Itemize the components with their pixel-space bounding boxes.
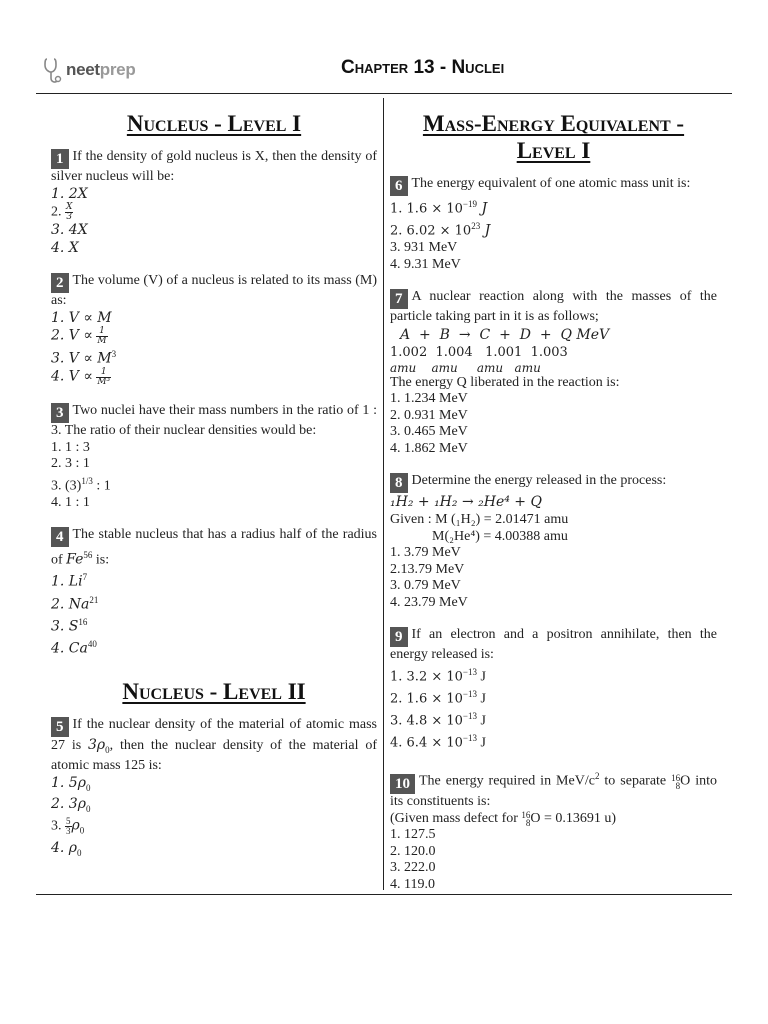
- question-text: The energy equivalent of one atomic mass unit is:: [411, 176, 691, 191]
- question-2: [51, 273, 377, 387]
- question-text: Determine the energy released in the process:: [411, 473, 667, 489]
- left-column: [51, 106, 377, 877]
- section-title-mass-energy: Mass-Energy Equivalent - Level I: [422, 111, 685, 163]
- option-1: 1. Li$^7$: [51, 572, 88, 591]
- option-2: 2. $3\rho_0$: [51, 796, 91, 814]
- option-4: 4. 23.79 MeV: [390, 594, 468, 610]
- option-3: 3. 4X: [51, 222, 88, 238]
- option-1: 1. $5\rho_0$: [51, 774, 91, 793]
- option-3: 3. 931 MeV: [390, 240, 458, 256]
- right-column: [390, 106, 717, 909]
- question-number: 6: [390, 176, 408, 196]
- option-4: 4. 1 : 1: [51, 494, 90, 510]
- question-6: [390, 176, 717, 273]
- option-2: 2. $1.6 \times 10^{-13}$ J: [390, 688, 486, 707]
- option-4: 4. $6.4 \times 10^{-13}$ J: [390, 733, 486, 751]
- option-4: 4. Ca$^{40}$: [51, 638, 97, 657]
- option-1: 1. V ∝ M: [51, 309, 112, 326]
- option-2: 2. $6.02 \times 10^{23}$ J: [390, 221, 491, 239]
- question-3: [51, 403, 377, 511]
- question-number: 3: [51, 403, 69, 423]
- question-number: 1: [51, 149, 69, 169]
- given-mass-defect: (Given mass defect for 16 8 O = 0.13691 u): [390, 809, 617, 828]
- option-2: 2. 0.931 MeV: [390, 407, 468, 423]
- question-number: 2: [51, 273, 69, 293]
- option-1: 1. $1.6 \times 10^{-19}$ J: [390, 199, 488, 217]
- question-5: 5 If the nuclear density of the material of atomic mass 27 is $3\rho_0$, then the nuclear density of the material of atomic mass 125 is: 1. $5\rho_0$ 2. $3\rho_0$ 3. $\frac{5}{3}$ $\rho_0$ 4. $\rho_0$: [51, 717, 377, 861]
- section-title-level-2: Nucleus - Level II: [122, 679, 306, 705]
- option-3: 3. 222.0: [390, 860, 436, 876]
- reaction-units: amu amu amu amu: [390, 360, 541, 375]
- question-number: 5: [51, 717, 69, 737]
- option-1: 1. 3.79 MeV: [390, 545, 461, 561]
- question-number: 10: [390, 774, 415, 794]
- chapter-title: Chapter 13 - Nuclei: [341, 57, 505, 78]
- option-1: 1. 2X: [51, 185, 88, 202]
- option-3: 3. $4.8 \times 10^{-13}$ J: [390, 711, 486, 729]
- logo-neet: neet: [66, 60, 100, 79]
- option-4: 4. X: [51, 239, 79, 256]
- option-3: 3. 0.79 MeV: [390, 578, 461, 594]
- question-subtext: The energy Q liberated in the reaction is:: [390, 374, 620, 390]
- question-1: [51, 149, 377, 257]
- reaction-masses: 1.002 1.004 1.001 1.003: [390, 344, 568, 360]
- question-text: If the density of gold nucleus is X, then the density of silver nucleus will be:: [51, 149, 377, 184]
- process-equation: ₁H₂ + ₁H₂ → ₂He⁴ + Q: [390, 494, 542, 511]
- column-divider: [383, 98, 384, 890]
- question-8: [390, 473, 717, 611]
- option-2: 2. Na$^{21}$: [51, 594, 99, 613]
- option-3: 3. $\frac{5}{3}$ $\rho_0$: [51, 816, 85, 837]
- question-number: 8: [390, 473, 408, 493]
- option-1: 1. 127.5: [390, 827, 436, 843]
- question-text: The volume (V) of a nucleus is related to its mass (M) as:: [51, 273, 377, 308]
- section-title-level-1: Nucleus - Level I: [126, 111, 302, 136]
- option-4: 4. 9.31 MeV: [390, 256, 461, 272]
- option-1: 1. $3.2 \times 10^{-13}$ J: [390, 666, 486, 685]
- option-3: 3. $S^{16}$: [51, 616, 88, 635]
- question-7: [390, 289, 717, 457]
- header-rule: [36, 93, 732, 94]
- page-header: [36, 52, 732, 92]
- question-10: 10 The energy required in MeV/$c^2$ to separate 16 8 O into its constituents is: (Given mass defect for 16 8 O = 0.13691 u) 1. 127.5 2. 120.0 3. 222.0 4. 119.0: [390, 771, 718, 892]
- option-3: 3. $(3)^{1/3}$ : 1: [51, 475, 111, 494]
- reaction-equation: A + B → C + D + Q MeV: [400, 326, 610, 343]
- given-mass-he: M(₂He⁴) = 4.00388 amu: [432, 528, 568, 544]
- option-2: 2. 120.0: [390, 843, 436, 859]
- option-4: 4. $\rho_0$: [51, 839, 82, 858]
- question-number: 9: [390, 627, 408, 647]
- question-4: 4 The stable nucleus that has a radius half of the radius of Fe$^{56}$ is: 1. Li$^7$ 2. Na$^{21}$ 3. $S^{16}$ 4. Ca$^{40}$: [51, 527, 377, 657]
- question-9: [390, 627, 717, 752]
- option-4: 4. V ∝ $\frac{1}{\text{M³}}$: [51, 367, 111, 388]
- neetprep-logo: [42, 56, 136, 86]
- option-3: 3. 0.465 MeV: [390, 424, 468, 440]
- option-2: 2. $\frac{X}{3}$: [51, 202, 73, 222]
- question-text: Two nuclei have their mass numbers in the ratio of 1 : 3. The ratio of their nuclear densities would be:: [51, 403, 377, 439]
- option-1: 1. 1.234 MeV: [390, 391, 468, 407]
- logo-prep: prep: [99, 60, 136, 79]
- option-4: 4. 1.862 MeV: [390, 440, 468, 456]
- question-text: If an electron and a positron annihilate, then the energy released is:: [390, 627, 717, 663]
- option-4: 4. 119.0: [390, 876, 435, 892]
- question-text: A nuclear reaction along with the masses of the particle taking part in it is as follows;: [390, 289, 717, 325]
- option-1: 1. 1 : 3: [51, 439, 90, 455]
- option-2: 2. V ∝ $\frac{1}{M}$: [51, 326, 107, 346]
- option-2: 2.13.79 MeV: [390, 561, 465, 577]
- stethoscope-icon: [42, 56, 64, 86]
- option-3: 3. $V \propto M^3$: [51, 349, 117, 367]
- question-number: 4: [51, 527, 69, 547]
- given-mass-h: Given : M (₁H₂) = 2.01471 amu: [390, 512, 569, 528]
- question-number: 7: [390, 289, 408, 309]
- option-2: 2. 3 : 1: [51, 456, 90, 472]
